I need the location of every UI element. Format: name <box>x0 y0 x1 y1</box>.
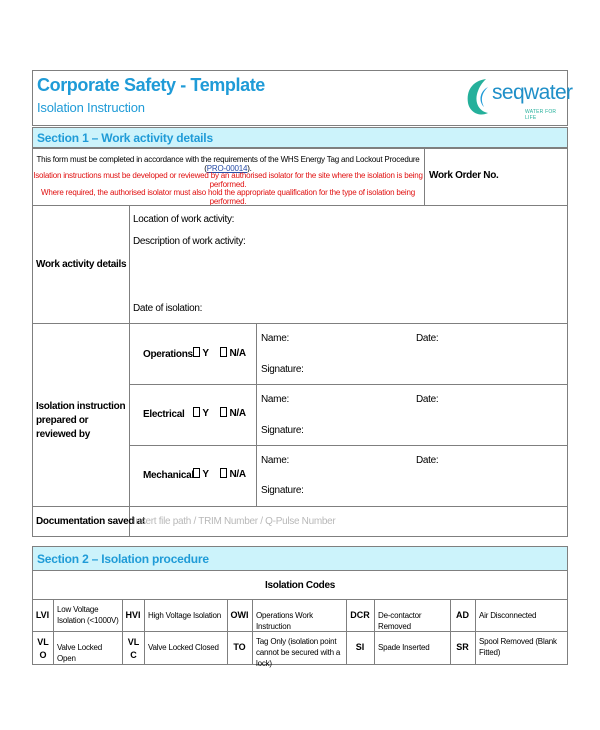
operations-name-field[interactable]: Name: <box>261 333 289 344</box>
intro-line-1: This form must be completed in accordance with the requirements of the WHS Energy Tag and Lockout Procedure (PRO-00014). <box>36 155 420 173</box>
document-subtitle: Isolation Instruction <box>37 100 145 115</box>
code-owi-desc: Operations Work Instruction <box>256 611 313 631</box>
checkbox-icon[interactable] <box>220 407 227 417</box>
electrical-yes-option[interactable]: Y <box>193 407 209 419</box>
code-si: SI <box>355 642 365 652</box>
checkbox-icon[interactable] <box>193 347 200 357</box>
water-drop-icon <box>464 75 494 119</box>
code-to: TO <box>233 642 246 652</box>
discipline-operations: Operations <box>143 349 193 360</box>
intro-line-3: Where required, the authorised isolator must also hold the appropriate qualification for the type of isolation being performed. <box>41 188 415 206</box>
document-title: Corporate Safety - Template <box>37 75 265 95</box>
mechanical-na-option[interactable]: N/A <box>220 468 246 480</box>
work-activity-label: Work activity details <box>36 259 127 270</box>
prepared-by-label: Isolation instruction prepared or reviewed by <box>36 401 126 440</box>
section2-title: Section 2 – Isolation procedure <box>37 552 209 566</box>
documentation-input[interactable]: Insert file path / TRIM Number / Q-Pulse Number <box>133 516 336 527</box>
discipline-mechanical: Mechanical <box>143 470 194 481</box>
section1-title: Section 1 – Work activity details <box>37 131 213 145</box>
documentation-label: Documentation saved at <box>36 516 145 527</box>
intro-line-2: Isolation instructions must be developed or reviewed by an authorised isolator for the site where the isolation is being performed. <box>33 171 423 189</box>
code-vlo-desc: Valve Locked Open <box>57 643 103 663</box>
code-to-desc: Tag Only (isolation point cannot be secured with a lock) <box>256 637 341 668</box>
checkbox-icon[interactable] <box>193 407 200 417</box>
checkbox-icon[interactable] <box>220 347 227 357</box>
code-sr-desc: Spool Removed (Blank Fitted) <box>479 637 557 657</box>
operations-na-option[interactable]: N/A <box>220 347 246 359</box>
mechanical-yes-option[interactable]: Y <box>193 468 209 480</box>
code-hvi-desc: High Voltage Isolation <box>148 611 221 620</box>
mechanical-date-field[interactable]: Date: <box>416 455 439 466</box>
procedure-link[interactable]: PRO-00014 <box>206 164 248 173</box>
electrical-date-field[interactable]: Date: <box>416 394 439 405</box>
code-vlc-desc: Valve Locked Closed <box>148 643 219 652</box>
code-lvi-desc: Low Voltage Isolation (<1000V) <box>57 605 119 625</box>
operations-yes-option[interactable]: Y <box>193 347 209 359</box>
logo-text: seqwater <box>492 81 573 104</box>
code-lvi: LVI <box>35 610 50 620</box>
code-sr: SR <box>456 642 469 652</box>
code-dcr-desc: De-contactor Removed <box>378 611 422 631</box>
code-si-desc: Spade Inserted <box>378 643 430 652</box>
electrical-na-option[interactable]: N/A <box>220 407 246 419</box>
isolation-codes-header: Isolation Codes <box>265 580 335 591</box>
form-page <box>32 70 573 730</box>
code-ad: AD <box>456 610 469 620</box>
code-hvi: HVI <box>125 610 141 620</box>
checkbox-icon[interactable] <box>220 468 227 478</box>
seqwater-logo <box>462 72 573 124</box>
electrical-name-field[interactable]: Name: <box>261 394 289 405</box>
discipline-electrical: Electrical <box>143 409 185 420</box>
code-vlo: VLO <box>37 637 49 660</box>
code-dcr: DCR <box>350 610 370 620</box>
code-ad-desc: Air Disconnected <box>479 611 537 620</box>
description-field[interactable]: Description of work activity: <box>133 236 246 247</box>
checkbox-icon[interactable] <box>193 468 200 478</box>
logo-tagline: WATER FOR LIFE <box>525 109 557 121</box>
location-field[interactable]: Location of work activity: <box>133 214 235 225</box>
mechanical-signature-field[interactable]: Signature: <box>261 485 304 496</box>
operations-signature-field[interactable]: Signature: <box>261 364 304 375</box>
mechanical-name-field[interactable]: Name: <box>261 455 289 466</box>
work-order-label: Work Order No. <box>429 170 499 181</box>
date-of-isolation-field[interactable]: Date of isolation: <box>133 303 203 314</box>
operations-date-field[interactable]: Date: <box>416 333 439 344</box>
code-vlc: VLC <box>127 637 140 660</box>
electrical-signature-field[interactable]: Signature: <box>261 425 304 436</box>
code-owi: OWI <box>230 610 249 620</box>
